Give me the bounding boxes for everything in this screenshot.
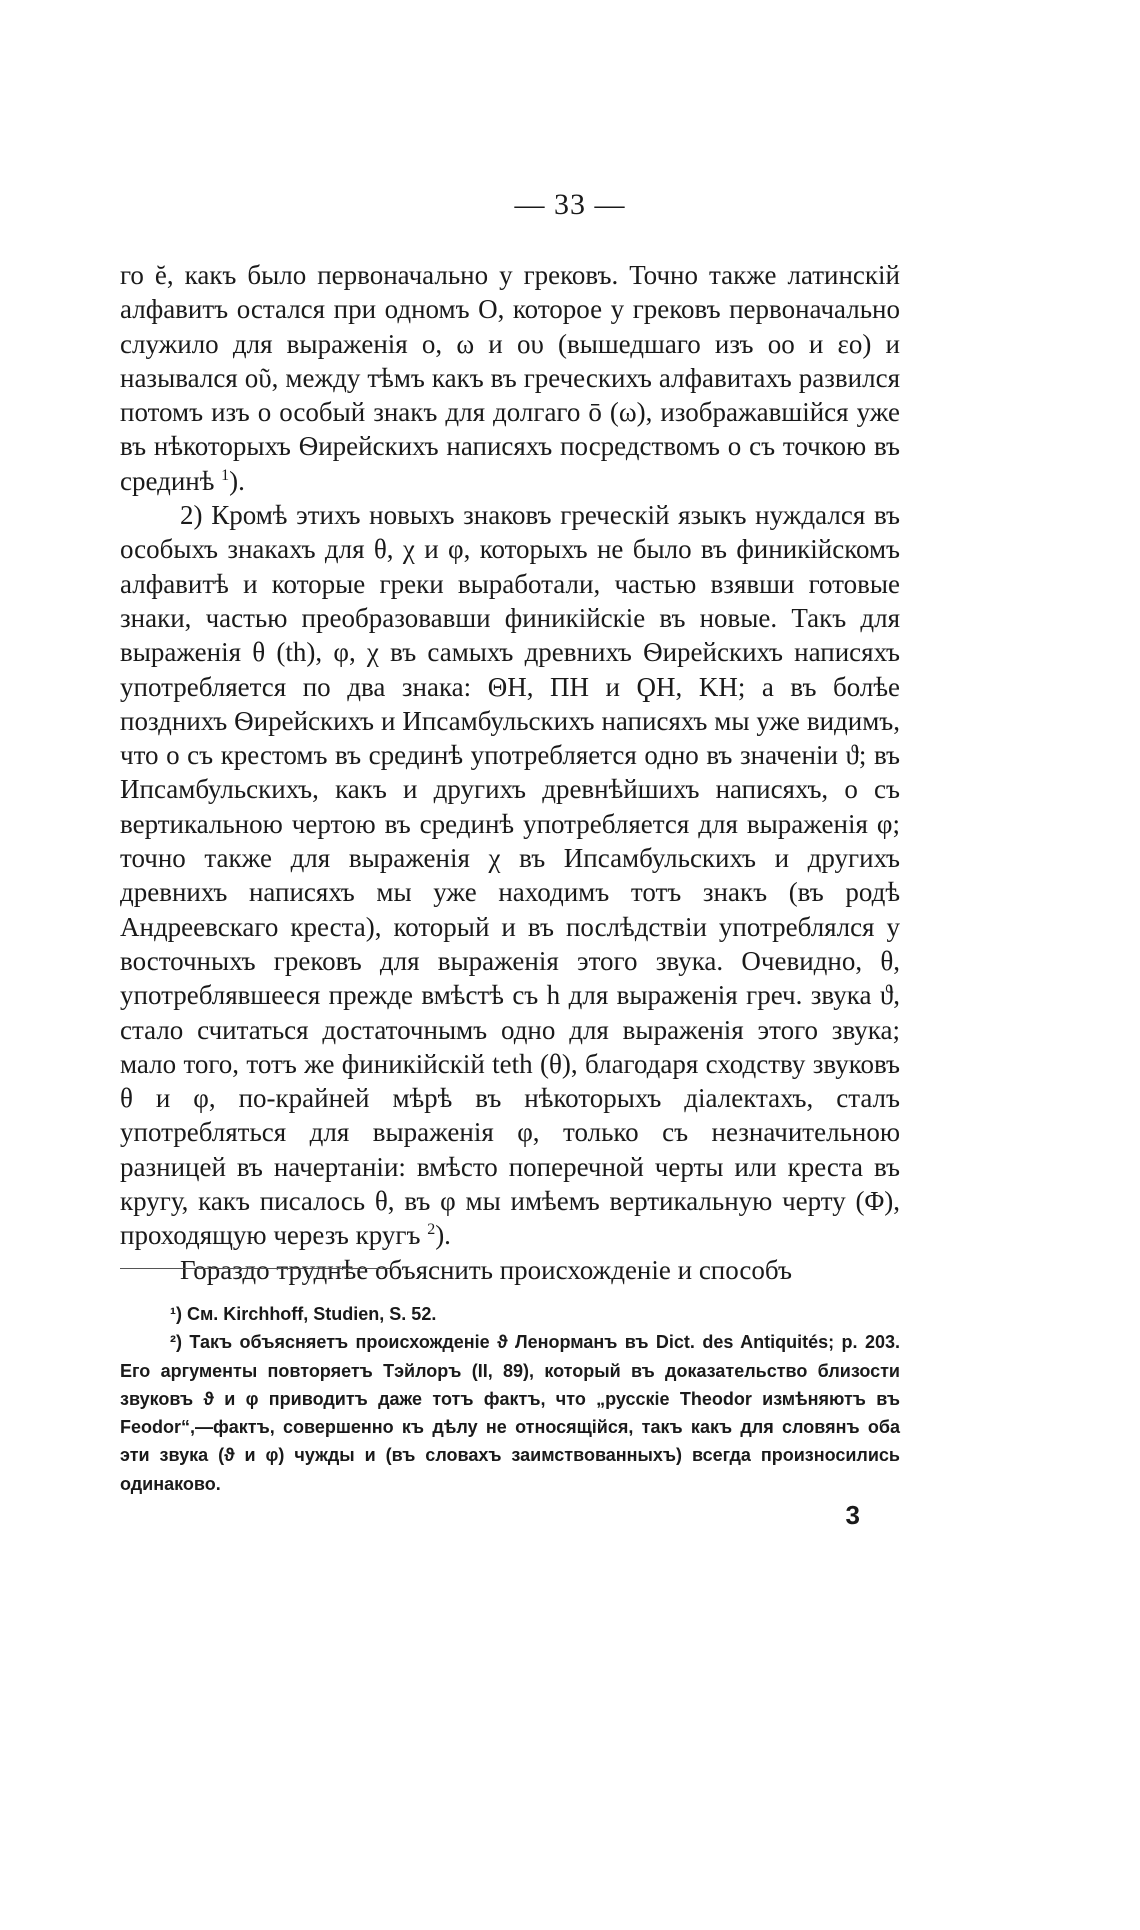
- footnote-ref-1: 1: [221, 466, 230, 484]
- signature-mark: 3: [845, 1500, 860, 1530]
- main-text: [120, 258, 900, 1287]
- footnote-2: ²) Такъ объясняетъ происхожденіе ϑ Ленорманъ въ Dict. des Antiquités; p. 203. Его аргументы повторяетъ Тэйлоръ (II, 89), который въ доказательство близости звуковъ ϑ и φ приводитъ даже тотъ фактъ, что „русскіе Theodor измѣняютъ въ Feodor“,—фактъ, совершенно къ дѣлу не относящійся, такъ какъ для словянъ оба эти звука (ϑ и φ) чужды и (въ словахъ заимствованныхъ) всегда произносились одинаково.: [120, 1332, 900, 1494]
- page-number: — 33 —: [514, 188, 626, 221]
- paragraph-3: Гораздо труднѣе объяснить происхожденіе и способъ: [180, 1254, 792, 1285]
- footnote-divider: [120, 1268, 390, 1269]
- footnotes: [120, 1300, 900, 1498]
- paragraph-1-text: го ĕ, какъ было первоначально у грековъ. Точно также латинскій алфавитъ остался при одномъ О, которое у грековъ первоначально служило для выраженія о, ω и ου (вышедшаго изъ οο и εο) и назывался οῦ, между тѣмъ какъ въ греческихъ алфавитахъ развился потомъ изъ о особый знакъ для долгаго ō (ω), изображавшійся уже въ нѣкоторыхъ Ѳирейскихъ написяхъ посредствомъ о съ точкою въ срединѣ: [120, 260, 900, 496]
- paragraph-2-end: ).: [435, 1220, 451, 1251]
- paragraph-continuation: [120, 258, 900, 498]
- footnote-1: ¹) См. Kirchhoff, Studien, S. 52.: [170, 1304, 437, 1324]
- paragraph-1-end: ).: [229, 465, 245, 496]
- footnote-ref-2: 2: [427, 1221, 436, 1239]
- paragraph-2: [120, 498, 900, 1253]
- paragraph-2-text: 2) Кромѣ этихъ новыхъ знаковъ греческій языкъ нуждался въ особыхъ знакахъ для θ, χ и φ, которыхъ не было въ финикійскомъ алфавитѣ и которые греки выработали, частью взявши готовые знаки, частью преобразовавши финикійскіе въ новые. Такъ для выраженія θ (th), φ, χ въ самыхъ древнихъ Ѳирейскихъ написяхъ употребляется по два знака: ΘΗ, ΠΗ и ϘΗ, ΚΗ; а въ болѣе позднихъ Ѳирейскихъ и Ипсамбульскихъ написяхъ мы уже видимъ, что о съ крестомъ въ срединѣ употребляется одно въ значеніи ϑ; въ Ипсамбульскихъ, какъ и другихъ древнѣйшихъ написяхъ, о съ вертикальною чертою въ срединѣ употребляется для выраженія φ; точно также для выраженія χ въ Ипсамбульскихъ и другихъ древнихъ написяхъ мы уже находимъ тотъ знакъ (въ родѣ Андреевскаго креста), который и въ послѣдствіи употреблялся у восточныхъ грековъ для выраженія этого звука. Очевидно, θ, употреблявшееся прежде вмѣстѣ съ h для выраженія греч. звука ϑ, стало считаться достаточнымъ одно для выраженія этого звука; мало того, тотъ же финикійскій teth (θ), благодаря сходству звуковъ θ и φ, по-крайней мѣрѣ въ нѣкоторыхъ діалектахъ, сталъ употребляться для выраженія φ, только съ незначительною разницей въ начертаніи: вмѣсто поперечной черты или креста въ кругу, какъ писалось θ, въ φ мы имѣемъ вертикальную черту (Φ), проходящую черезъ кругъ: [120, 500, 900, 1251]
